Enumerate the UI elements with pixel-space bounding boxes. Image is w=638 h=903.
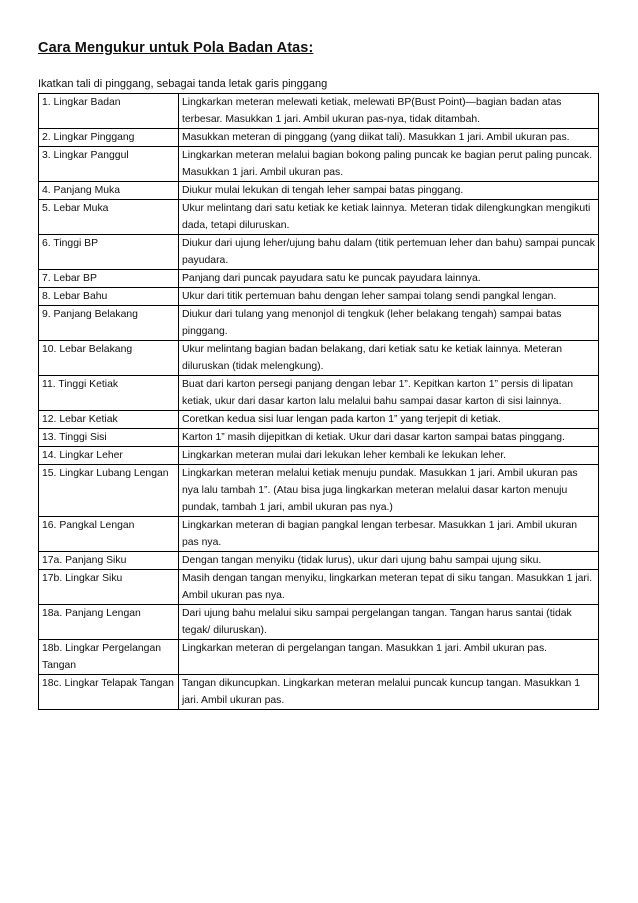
table-row <box>39 411 599 429</box>
measurement-instruction: Masukkan meteran di pinggang (yang diikat tali). Masukkan 1 jari. Ambil ukuran pas. <box>179 129 599 147</box>
table-row <box>39 200 599 235</box>
measurement-instruction: Ukur melintang bagian badan belakang, dari ketiak satu ke ketiak lainnya. Meteran diluruskan (tidak melengkung). <box>179 341 599 376</box>
measurement-instruction: Lingkarkan meteran di bagian pangkal lengan terbesar. Masukkan 1 jari. Ambil ukuran pas nya. <box>179 517 599 552</box>
measurement-label: 1. Lingkar Badan <box>39 94 179 129</box>
measurement-label: 5. Lebar Muka <box>39 200 179 235</box>
measurement-instruction: Diukur dari tulang yang menonjol di tengkuk (leher belakang tengah) sampai batas pinggang. <box>179 306 599 341</box>
table-row <box>39 182 599 200</box>
measurement-label: 17b. Lingkar Siku <box>39 570 179 605</box>
table-row <box>39 376 599 411</box>
table-row <box>39 270 599 288</box>
table-row <box>39 552 599 570</box>
measurement-instruction: Dari ujung bahu melalui siku sampai pergelangan tangan. Tangan harus santai (tidak tegak/ diluruskan). <box>179 605 599 640</box>
table-row <box>39 94 599 129</box>
measurement-label: 14. Lingkar Leher <box>39 447 179 465</box>
measurement-instruction: Lingkarkan meteran melalui ketiak menuju pundak. Masukkan 1 jari. Ambil ukuran pas nya lalu tambah 1”. (Atau bisa juga lingkarkan meteran melalui dasar karton menuju pundak, tambah 1 jari, ambil ukuran pas nya.) <box>179 465 599 517</box>
table-row <box>39 306 599 341</box>
table-row <box>39 447 599 465</box>
table-row <box>39 570 599 605</box>
table-row <box>39 640 599 675</box>
measurement-label: 18b. Lingkar Pergelangan Tangan <box>39 640 179 675</box>
measurement-instruction: Tangan dikuncupkan. Lingkarkan meteran melalui puncak kuncup tangan. Masukkan 1 jari. Ambil ukuran pas. <box>179 675 599 710</box>
intro-text: Ikatkan tali di pinggang, sebagai tanda letak garis pinggang <box>38 78 328 90</box>
table-row <box>39 235 599 270</box>
measurement-instruction: Ukur melintang dari satu ketiak ke ketiak lainnya. Meteran tidak dilengkungkan mengikuti dada, tetapi diluruskan. <box>179 200 599 235</box>
table-row <box>39 605 599 640</box>
table-row <box>39 429 599 447</box>
measurement-instruction: Buat dari karton persegi panjang dengan lebar 1”. Kepitkan karton 1” persis di lipatan ketiak, ukur dari dasar karton lalu melalui bahu sampai dasar karton di sisi lainnya. <box>179 376 599 411</box>
measurement-label: 17a. Panjang Siku <box>39 552 179 570</box>
measurement-instruction: Lingkarkan meteran melewati ketiak, melewati BP(Bust Point)—bagian badan atas terbesar. Masukkan 1 jari. Ambil ukuran pas-nya, tidak ditambah. <box>179 94 599 129</box>
measurement-label: 2. Lingkar Pinggang <box>39 129 179 147</box>
document-title: Cara Mengukur untuk Pola Badan Atas: <box>38 40 314 56</box>
measurement-label: 16. Pangkal Lengan <box>39 517 179 552</box>
measurement-label: 7. Lebar BP <box>39 270 179 288</box>
table-row <box>39 517 599 552</box>
measurement-label: 18a. Panjang Lengan <box>39 605 179 640</box>
measurement-instruction: Coretkan kedua sisi luar lengan pada karton 1” yang terjepit di ketiak. <box>179 411 599 429</box>
table-row <box>39 129 599 147</box>
table-row <box>39 341 599 376</box>
measurement-instruction: Ukur dari titik pertemuan bahu dengan leher sampai tolang sendi pangkal lengan. <box>179 288 599 306</box>
measurement-instruction: Lingkarkan meteran mulai dari lekukan leher kembali ke lekukan leher. <box>179 447 599 465</box>
measurement-label: 3. Lingkar Panggul <box>39 147 179 182</box>
measurement-label: 10. Lebar Belakang <box>39 341 179 376</box>
measurement-label: 18c. Lingkar Telapak Tangan <box>39 675 179 710</box>
measurement-instruction: Masih dengan tangan menyiku, lingkarkan meteran tepat di siku tangan. Masukkan 1 jari. Ambil ukuran pas nya. <box>179 570 599 605</box>
measurement-table-body <box>39 94 599 710</box>
measurement-instruction: Lingkarkan meteran di pergelangan tangan. Masukkan 1 jari. Ambil ukuran pas. <box>179 640 599 675</box>
measurement-label: 6. Tinggi BP <box>39 235 179 270</box>
measurement-instruction: Karton 1” masih dijepitkan di ketiak. Ukur dari dasar karton sampai batas pinggang. <box>179 429 599 447</box>
measurement-label: 11. Tinggi Ketiak <box>39 376 179 411</box>
measurement-table <box>38 93 599 710</box>
measurement-instruction: Diukur mulai lekukan di tengah leher sampai batas pinggang. <box>179 182 599 200</box>
table-row <box>39 288 599 306</box>
measurement-instruction: Lingkarkan meteran melalui bagian bokong paling puncak ke bagian perut paling puncak. Masukkan 1 jari. Ambil ukuran pas. <box>179 147 599 182</box>
measurement-label: 8. Lebar Bahu <box>39 288 179 306</box>
measurement-label: 13. Tinggi Sisi <box>39 429 179 447</box>
measurement-label: 9. Panjang Belakang <box>39 306 179 341</box>
table-row <box>39 675 599 710</box>
table-row <box>39 465 599 517</box>
measurement-instruction: Diukur dari ujung leher/ujung bahu dalam (titik pertemuan leher dan bahu) sampai puncak payudara. <box>179 235 599 270</box>
measurement-label: 4. Panjang Muka <box>39 182 179 200</box>
measurement-instruction: Panjang dari puncak payudara satu ke puncak payudara lainnya. <box>179 270 599 288</box>
measurement-label: 12. Lebar Ketiak <box>39 411 179 429</box>
measurement-instruction: Dengan tangan menyiku (tidak lurus), ukur dari ujung bahu sampai ujung siku. <box>179 552 599 570</box>
measurement-label: 15. Lingkar Lubang Lengan <box>39 465 179 517</box>
table-row <box>39 147 599 182</box>
